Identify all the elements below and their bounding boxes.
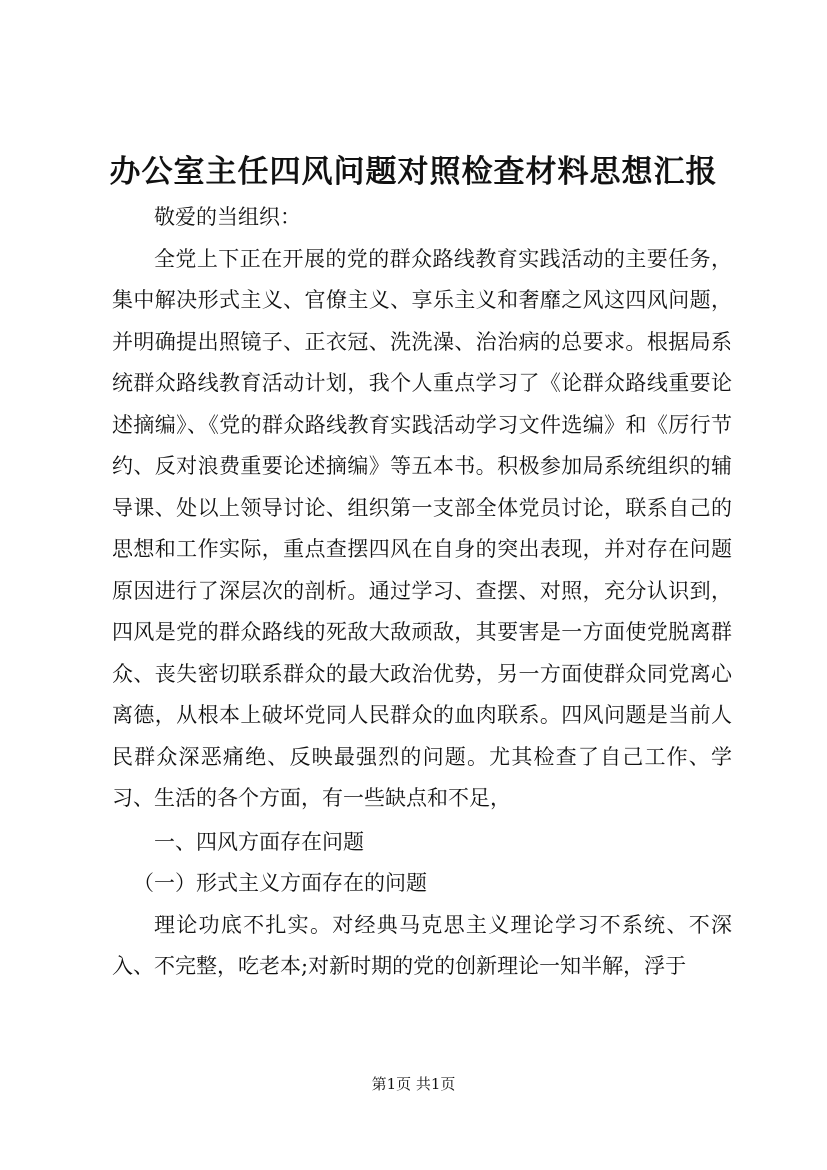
paragraph-intro: 全党上下正在开展的党的群众路线教育实践活动的主要任务，集中解决形式主义、官僚主义、享乐主义和奢靡之风这四风问题，并明确提出照镜子、正衣冠、洗洗澡、治治病的总要求。根据局系统群众路线教育活动计划，我个人重点学习了《论群众路线重要论述摘编》、《党的群众路线教育实践活动学习文件选编》和《厉行节约、反对浪费重要论述摘编》等五本书。积极参加局系统组织的辅导课、处以上领导讨论、组织第一支部全体党员讨论，联系自己的思想和工作实际，重点查摆四风在自身的突出表现，并对存在问题原因进行了深层次的剖析。通过学习、查摆、对照，充分认识到，四风是党的群众路线的死敌大敌顽敌，其要害是一方面使党脱离群众、丧失密切联系群众的最大政治优势，另一方面使群众同党离心离德，从根本上破坏党同人民群众的血肉联系。四风问题是当前人民群众深恶痛绝、反映最强烈的问题。尤其检查了自己工作、学习、生活的各个方面，有一些缺点和不足， [112, 246, 732, 810]
section-heading: 一、四风方面存在问题 [154, 829, 364, 854]
page-footer: 第1页 共1页 [371, 1075, 456, 1093]
document-body [112, 197, 732, 988]
salutation: 敬爱的当组织： [154, 205, 301, 229]
paragraph-theory: 理论功底不扎实。对经典马克思主义理论学习不系统、不深入、不完整，吃老本;对新时期的党的创新理论一知半解，浮于 [112, 912, 732, 978]
document-title: 办公室主任四风问题对照检查材料思想汇报 [109, 154, 718, 190]
subsection-heading: （一）形式主义方面存在的问题 [133, 871, 427, 895]
